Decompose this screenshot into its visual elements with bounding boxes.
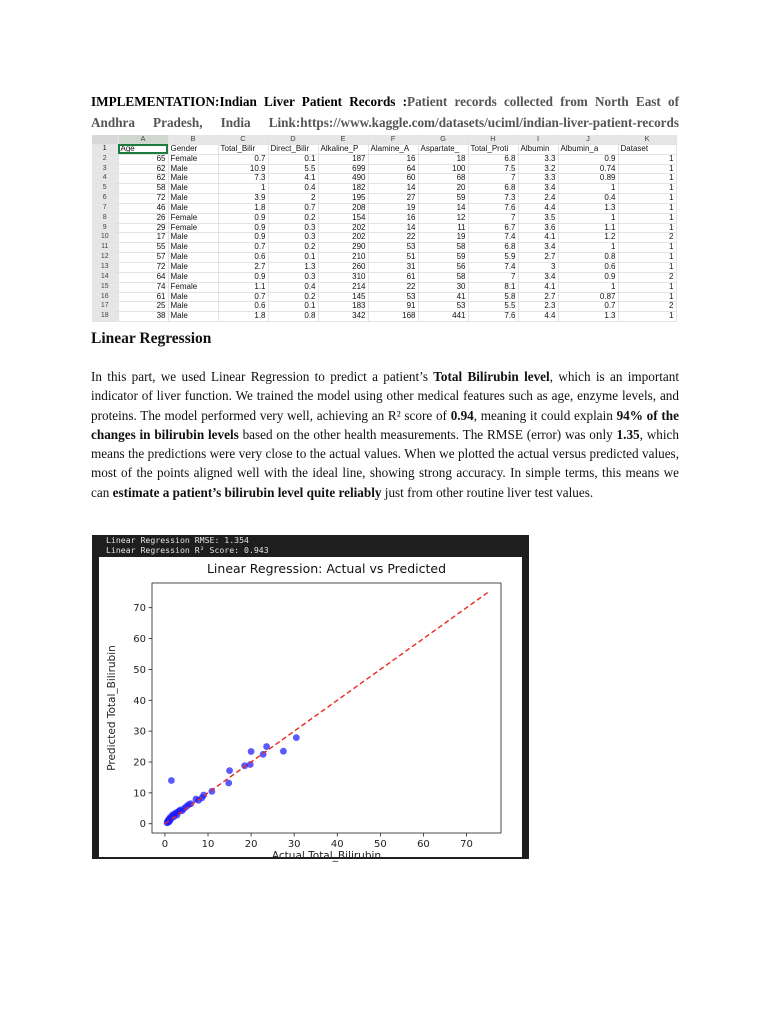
row-number[interactable]: 10 [92,233,118,243]
table-cell[interactable]: 16 [368,154,418,164]
data-point [248,748,255,755]
table-cell[interactable]: 2.7 [518,292,558,302]
table-cell[interactable]: 14 [418,203,468,213]
table-cell[interactable]: 0.1 [268,253,318,263]
column-letter[interactable]: E [318,135,368,144]
y-tick-label: 0 [139,819,146,831]
table-cell[interactable]: Male [168,302,218,312]
table-cell[interactable]: 154 [318,213,368,223]
table-cell[interactable]: 0.8 [558,253,618,263]
table-cell[interactable]: 0.7 [218,154,268,164]
table-cell[interactable]: 25 [118,302,168,312]
table-cell[interactable]: 7.3 [468,194,518,204]
table-cell[interactable]: 3.2 [518,164,558,174]
y-tick-label: 30 [133,726,146,738]
table-cell[interactable]: 0.4 [268,184,318,194]
table-cell[interactable]: 183 [318,302,368,312]
x-tick-label: 60 [417,839,430,850]
table-cell[interactable]: 6.8 [468,184,518,194]
data-point [280,748,287,755]
table-cell[interactable]: 12 [418,213,468,223]
column-letter[interactable]: F [368,135,418,144]
table-cell[interactable]: 0.6 [558,262,618,272]
table-cell[interactable]: 2 [268,194,318,204]
data-point [226,767,233,774]
header-cell[interactable]: Age [118,144,168,154]
table-cell[interactable]: 0.3 [268,233,318,243]
table-cell[interactable]: 65 [118,154,168,164]
row-number[interactable]: 3 [92,164,118,174]
table-cell[interactable]: Male [168,184,218,194]
table-cell[interactable]: 1.8 [218,203,268,213]
table-cell[interactable]: 0.9 [218,272,268,282]
para-bold-4: 1.35 [616,426,640,442]
chart-title: Linear Regression: Actual vs Predicted [206,561,447,576]
table-cell[interactable]: Male [168,272,218,282]
table-cell[interactable]: 0.4 [268,282,318,292]
table-cell[interactable]: 202 [318,223,368,233]
table-cell[interactable]: 3.6 [518,223,558,233]
header-cell[interactable]: Alkaline_P [318,144,368,154]
table-row [92,203,676,213]
table-cell[interactable]: 0.6 [218,253,268,263]
table-cell[interactable]: 1 [618,174,676,184]
table-cell[interactable]: 2.7 [218,262,268,272]
rmse-line: Linear Regression RMSE: 1.354 [106,535,249,545]
table-cell[interactable]: 0.8 [268,312,318,322]
table-row [92,262,676,272]
table-cell[interactable]: 0.1 [268,302,318,312]
table-cell[interactable]: Male [168,203,218,213]
table-cell[interactable]: 72 [118,194,168,204]
table-cell[interactable]: 6.8 [468,154,518,164]
row-number[interactable]: 18 [92,312,118,322]
table-cell[interactable]: 7.6 [468,203,518,213]
data-point [168,777,175,784]
table-cell[interactable]: Male [168,292,218,302]
y-tick-label: 60 [133,634,146,646]
table-cell[interactable]: 1.3 [558,203,618,213]
table-cell[interactable]: 6.7 [468,223,518,233]
table-cell[interactable]: 1 [618,194,676,204]
column-letter[interactable]: G [418,135,468,144]
table-cell[interactable]: 195 [318,194,368,204]
table-cell[interactable]: 1.3 [268,262,318,272]
x-tick-label: 0 [161,839,169,850]
r2-line: Linear Regression R² Score: 0.943 [106,545,269,555]
table-cell[interactable]: 2 [618,233,676,243]
row-number[interactable]: 8 [92,213,118,223]
header-cell[interactable]: Total_Proti [468,144,518,154]
table-cell[interactable]: 0.1 [268,154,318,164]
table-cell[interactable]: 3.4 [518,184,558,194]
row-number[interactable]: 16 [92,292,118,302]
para-text-1: In this part, we used Linear Regression to predict a patient’s [91,369,434,384]
table-cell[interactable]: 1 [618,223,676,233]
column-letter[interactable]: A [118,135,168,144]
para-bold-3: 94% of the changes in bilirubin levels [91,407,679,442]
table-cell[interactable]: 16 [368,213,418,223]
table-cell[interactable]: 55 [118,243,168,253]
table-cell[interactable]: 1 [618,262,676,272]
para-bold-5: estimate a patient’s bilirubin level quite reliably [112,484,382,500]
table-cell[interactable]: 187 [318,154,368,164]
table-cell[interactable]: 145 [318,292,368,302]
section-paragraph [91,367,679,502]
console-output [106,535,269,555]
table-cell[interactable]: 8.1 [468,282,518,292]
table-cell[interactable]: 202 [318,233,368,243]
table-cell[interactable]: 0.87 [558,292,618,302]
column-letter-row [92,135,676,144]
table-cell[interactable]: 56 [418,262,468,272]
table-cell[interactable]: 208 [318,203,368,213]
table-cell[interactable]: 2.4 [518,194,558,204]
scatter-plot [99,557,522,862]
table-cell[interactable]: 1 [618,282,676,292]
table-cell[interactable]: 7 [468,213,518,223]
table-cell[interactable]: 0.2 [268,213,318,223]
table-cell[interactable]: 0.4 [558,194,618,204]
table-cell[interactable]: 53 [418,302,468,312]
table-cell[interactable]: 310 [318,272,368,282]
table-cell[interactable]: 3.4 [518,272,558,282]
implementation-paragraph [91,91,679,133]
row-number[interactable]: 7 [92,203,118,213]
table-row [92,312,676,322]
header-cell[interactable]: Albumin_a [558,144,618,154]
table-cell[interactable]: 1 [618,243,676,253]
table-cell[interactable]: 1 [618,253,676,263]
table-cell[interactable]: 4.1 [518,233,558,243]
data-point [293,734,300,741]
table-cell[interactable]: 38 [118,312,168,322]
para-text-2: , which is an important indicator of liver function. We trained the model using other medical features such as age, enzyme levels, and proteins. The model performed very well, achieving an R² score of [91,369,680,423]
table-cell[interactable]: 1 [618,203,676,213]
table-cell[interactable]: 62 [118,174,168,184]
table-cell[interactable]: Male [168,164,218,174]
table-cell[interactable]: 14 [368,184,418,194]
result-figure [92,535,529,862]
row-number[interactable]: 5 [92,184,118,194]
table-cell[interactable]: 91 [368,302,418,312]
table-cell[interactable]: 22 [368,282,418,292]
table-cell[interactable]: 14 [368,223,418,233]
table-cell[interactable]: 5.5 [268,164,318,174]
table-cell[interactable]: 0.7 [218,243,268,253]
y-tick-label: 70 [133,603,146,615]
table-row [92,282,676,292]
y-tick-label: 10 [133,788,146,800]
table-cell[interactable]: 0.3 [268,223,318,233]
table-cell[interactable]: 0.3 [268,272,318,282]
table-cell[interactable]: 2.3 [518,302,558,312]
table-cell[interactable]: 0.9 [558,154,618,164]
table-cell[interactable]: 30 [418,282,468,292]
y-tick-label: 40 [133,695,146,707]
x-tick-label: 10 [201,839,215,850]
row-number[interactable]: 6 [92,194,118,204]
table-cell[interactable]: 1.1 [558,223,618,233]
table-cell[interactable]: 1 [618,312,676,322]
table-cell[interactable]: 0.6 [218,302,268,312]
header-cell[interactable]: Direct_Bilir [268,144,318,154]
table-cell[interactable]: 2.7 [518,253,558,263]
table-cell[interactable]: 61 [118,292,168,302]
table-cell[interactable]: Female [168,282,218,292]
table-cell[interactable]: 58 [418,243,468,253]
table-cell[interactable]: Male [168,262,218,272]
row-number[interactable]: 15 [92,282,118,292]
spreadsheet-body [92,135,676,322]
table-cell[interactable]: 182 [318,184,368,194]
table-cell[interactable]: 0.2 [268,292,318,302]
table-cell[interactable]: 41 [418,292,468,302]
table-cell[interactable]: 1 [618,184,676,194]
table-cell[interactable]: 7 [468,272,518,282]
table-cell[interactable]: 0.2 [268,243,318,253]
x-tick-label: 30 [287,839,301,850]
table-cell[interactable]: 1 [618,213,676,223]
column-letter[interactable] [92,135,118,144]
ideal-fit-line [165,592,488,823]
dataset-description: Patient records collected from North East of Andhra Pradesh, India Link:https://www.kaggle.com/datasets/uciml/indian-liver-patient-records [91,94,680,130]
x-tick-label: 50 [373,839,387,850]
table-cell[interactable]: 441 [418,312,468,322]
table-cell[interactable]: 27 [368,194,418,204]
table-cell[interactable]: 699 [318,164,368,174]
table-cell[interactable]: 6.8 [468,243,518,253]
column-letter[interactable]: K [618,135,676,144]
table-cell[interactable]: 1 [618,292,676,302]
row-number[interactable]: 14 [92,272,118,282]
column-letter[interactable]: B [168,135,218,144]
table-cell[interactable]: 58 [418,272,468,282]
table-cell[interactable]: 5.8 [468,292,518,302]
row-number[interactable]: 4 [92,174,118,184]
table-cell[interactable]: 7.4 [468,262,518,272]
row-number[interactable]: 1 [92,144,118,154]
table-cell[interactable]: 5.5 [468,302,518,312]
table-cell[interactable]: 0.7 [218,292,268,302]
table-cell[interactable]: Female [168,154,218,164]
header-cell[interactable]: Gender [168,144,218,154]
table-cell[interactable]: 1 [618,164,676,174]
table-cell[interactable]: Female [168,213,218,223]
table-cell[interactable]: 60 [368,174,418,184]
para-text-3: , meaning it could explain [473,407,617,423]
table-cell[interactable]: 58 [118,184,168,194]
table-cell[interactable]: 61 [368,272,418,282]
table-cell[interactable]: 7.5 [468,164,518,174]
column-letter[interactable]: J [558,135,618,144]
table-cell[interactable]: 1 [218,184,268,194]
table-cell[interactable]: 0.89 [558,174,618,184]
table-cell[interactable]: 74 [118,282,168,292]
row-number[interactable]: 12 [92,253,118,263]
table-cell[interactable]: 4.1 [268,174,318,184]
table-cell[interactable]: 1.8 [218,312,268,322]
table-cell[interactable]: 2 [618,272,676,282]
table-cell[interactable]: 7 [468,174,518,184]
table-cell[interactable]: 4.4 [518,203,558,213]
table-cell[interactable]: 0.9 [558,272,618,282]
table-cell[interactable]: 26 [118,213,168,223]
table-cell[interactable]: 46 [118,203,168,213]
table-cell[interactable]: 100 [418,164,468,174]
row-number[interactable]: 13 [92,262,118,272]
row-number[interactable]: 2 [92,154,118,164]
table-cell[interactable]: 19 [418,233,468,243]
table-cell[interactable]: 7.3 [218,174,268,184]
table-row [92,154,676,164]
table-cell[interactable]: 22 [368,233,418,243]
table-cell[interactable]: 290 [318,243,368,253]
para-text-5: , which means the predictions were very close to the actual values. When we plotted the actual versus predicted values, most of the points aligned well with the ideal line, showing strong accuracy. In simple terms, this means we can [91,426,679,500]
table-cell[interactable]: 3.4 [518,243,558,253]
table-cell[interactable]: 7.6 [468,312,518,322]
table-cell[interactable]: 29 [118,223,168,233]
section-title: Linear Regression [91,330,212,347]
table-row [92,213,676,223]
table-cell[interactable]: 490 [318,174,368,184]
table-cell[interactable]: 68 [418,174,468,184]
header-row [92,144,676,154]
implementation-heading: IMPLEMENTATION:Indian Liver Patient Records : [91,94,408,109]
table-cell[interactable]: 53 [368,292,418,302]
table-cell[interactable]: 214 [318,282,368,292]
x-tick-label: 40 [330,839,344,850]
table-cell[interactable]: 7.4 [468,233,518,243]
table-cell[interactable]: 3.3 [518,154,558,164]
table-cell[interactable]: 168 [368,312,418,322]
column-letter[interactable]: D [268,135,318,144]
table-cell[interactable]: 10.9 [218,164,268,174]
row-number[interactable]: 11 [92,243,118,253]
para-text-6: just from other routine liver test values. [381,484,594,500]
table-cell[interactable]: Male [168,312,218,322]
table-cell[interactable]: 1 [558,184,618,194]
row-number[interactable]: 9 [92,223,118,233]
table-cell[interactable]: 11 [418,223,468,233]
table-cell[interactable]: 1.1 [218,282,268,292]
spreadsheet [92,134,676,321]
table-cell[interactable]: 31 [368,262,418,272]
table-cell[interactable]: 59 [418,253,468,263]
table-row [92,194,676,204]
table-cell[interactable]: 72 [118,262,168,272]
table-cell[interactable]: 64 [118,272,168,282]
spreadsheet-table [92,135,677,322]
table-cell[interactable]: 64 [368,164,418,174]
table-cell[interactable]: 1 [558,243,618,253]
header-cell[interactable]: Dataset [618,144,676,154]
table-cell[interactable]: 17 [118,233,168,243]
table-row [92,272,676,282]
table-cell[interactable]: 4.4 [518,312,558,322]
table-cell[interactable]: 20 [418,184,468,194]
header-cell[interactable]: Aspartate_ [418,144,468,154]
table-cell[interactable]: 3 [518,262,558,272]
para-bold-2: 0.94 [450,407,474,423]
table-cell[interactable]: 3.9 [218,194,268,204]
table-cell[interactable]: 3.5 [518,213,558,223]
table-cell[interactable]: 53 [368,243,418,253]
table-cell[interactable]: 0.9 [218,213,268,223]
table-cell[interactable]: 18 [418,154,468,164]
row-number[interactable]: 17 [92,302,118,312]
y-tick-label: 20 [133,757,146,769]
table-cell[interactable]: 1 [618,154,676,164]
table-cell[interactable]: 0.9 [218,233,268,243]
chart-svg [99,557,522,862]
table-cell[interactable]: 57 [118,253,168,263]
table-cell[interactable]: Female [168,223,218,233]
x-tick-label: 20 [244,839,258,850]
table-cell[interactable]: Male [168,174,218,184]
table-cell[interactable]: 4.1 [518,282,558,292]
table-cell[interactable]: 19 [368,203,418,213]
header-cell[interactable]: Total_Bilir [218,144,268,154]
table-row [92,253,676,263]
table-cell[interactable]: 1.2 [558,233,618,243]
header-cell[interactable]: Alamine_A [368,144,418,154]
table-cell[interactable]: 0.7 [268,203,318,213]
para-bold-1: Total Bilirubin level [433,369,550,384]
table-cell[interactable]: 2 [618,302,676,312]
table-cell[interactable]: 0.9 [218,223,268,233]
table-cell[interactable]: 260 [318,262,368,272]
table-cell[interactable]: Male [168,243,218,253]
table-cell[interactable]: 1.3 [558,312,618,322]
table-cell[interactable]: 0.74 [558,164,618,174]
x-axis-label: Actual Total_Bilirubin [271,850,382,862]
header-cell[interactable]: Albumin [518,144,558,154]
table-cell[interactable]: 51 [368,253,418,263]
column-letter[interactable]: I [518,135,558,144]
x-tick-label: 70 [460,839,473,850]
y-tick-label: 50 [133,664,146,676]
table-cell[interactable]: 342 [318,312,368,322]
column-letter[interactable]: C [218,135,268,144]
table-cell[interactable]: Male [168,253,218,263]
y-axis-label: Predicted Total_Bilirubin [106,645,118,771]
table-cell[interactable]: 5.9 [468,253,518,263]
table-cell[interactable]: Male [168,233,218,243]
table-cell[interactable]: 0.7 [558,302,618,312]
table-cell[interactable]: 1 [558,282,618,292]
table-cell[interactable]: Male [168,194,218,204]
table-cell[interactable]: 62 [118,164,168,174]
table-cell[interactable]: 59 [418,194,468,204]
para-text-4: based on the other health measurements. The RMSE (error) was only [238,426,617,442]
table-cell[interactable]: 1 [558,213,618,223]
table-cell[interactable]: 3.3 [518,174,558,184]
table-cell[interactable]: 210 [318,253,368,263]
column-letter[interactable]: H [468,135,518,144]
